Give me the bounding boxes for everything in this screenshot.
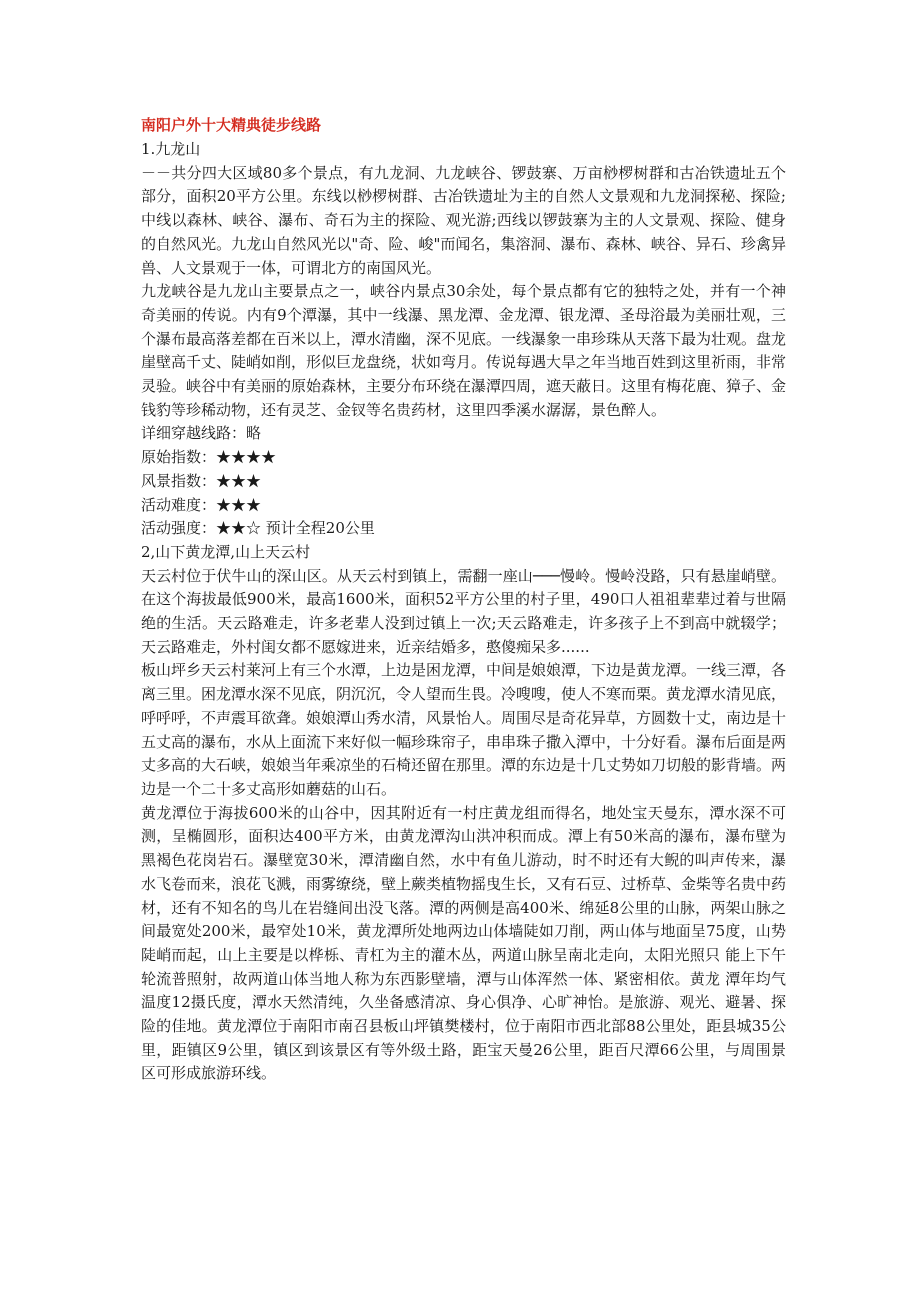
document-title: 南阳户外十大精典徒步线路 bbox=[141, 116, 322, 134]
paragraph: 九龙峡谷是九龙山主要景点之一，峡谷内景点30余处，每个景点都有它的独特之处，并有一个神奇美丽的传说。内有9个潭瀑，其中一线瀑、黑龙潭、金龙潭、银龙潭、圣母浴最为美丽壮观，三个瀑布最高落差都在百米以上，潭水清幽，深不见底。一线瀑象一串珍珠从天落下最为壮观。盘龙崖壁高千丈、陡峭如削，形似巨龙盘绕，状如弯月。传说每遇大旱之年当地百姓到这里祈雨，非常灵验。峡谷中有美丽的原始森林，主要分布环绕在瀑潭四周，遮天蔽日。这里有梅花鹿、獐子、金钱豹等珍稀动物，还有灵芝、金钗等名贵药材，这里四季溪水潺潺，景色醉人。 bbox=[141, 282, 787, 419]
rating-original: 原始指数：★★★★ bbox=[141, 448, 277, 467]
paragraph: 黄龙潭位于海拔600米的山谷中，因其附近有一村庄黄龙组而得名，地处宝天曼东，潭水深不可测，呈椭圆形，面积达400平方米，由黄龙潭沟山洪冲积而成。潭上有50米高的瀑布，瀑布壁为黑褐色花岗岩石。瀑壁宽30米，潭清幽自然，水中有鱼儿游动，时不时还有大鲵的叫声传来，瀑水飞卷而来，浪花飞溅，雨雾缭绕，壁上蕨类植物摇曳生长，又有石豆、过桥草、金柴等名贵中药材，还有不知名的鸟儿在岩缝间出没飞落。潭的两侧是高400米、绵延8公里的山脉，两架山脉之间最宽处200米，最窄处10米，黄龙潭所处地两边山体墙陡如刀削，两山体与地面呈75度，山势陡峭而起，山上主要是以桦栎、青杠为主的灌木丛，两道山脉呈南北走向，太阳光照只 能上下午轮流普照射，故两道山体当地人称为东西影壁墙，潭与山体浑然一体、紧密相依。黄龙 潭年均气温度12摄氏度，潭水天然清纯，久坐备感清凉、身心俱净、心旷神怡。是旅游、观光、避暑、探险的佳地。黄龙潭位于南阳市南召县板山坪镇樊楼村，位于南阳市西北部88公里处，距县城35公里，距镇区9公里，镇区到该景区有等外级土路，距宝天曼26公里，距百尺潭66公里，与周围景区可形成旅游环线。 bbox=[141, 803, 787, 1083]
section-heading-jiulongshan: 1.九龙山 bbox=[141, 140, 201, 158]
rating-difficulty: 活动难度：★★★ bbox=[141, 495, 262, 514]
paragraph: －－共分四大区域80多个景点，有九龙洞、九龙峡谷、锣鼓寨、万亩桫椤树群和古冶铁遗址五个部分，面积20平方公里。东线以桫椤树群、古冶铁遗址为主的自然人文景观和九龙洞探秘、探险;中线以森林、峡谷、瀑布、奇石为主的探险、观光游;西线以锣鼓寨为主的人文景观、探险、健身的自然风光。九龙山自然风光以"奇、险、峻"而闻名，集溶洞、瀑布、森林、峡谷、异石、珍禽异兽、人文景观于一体，可谓北方的南国风光。 bbox=[141, 163, 786, 277]
document-page bbox=[141, 112, 786, 1086]
route-note: 详细穿越线路：略 bbox=[141, 424, 262, 443]
section-heading-huanglongtan: 2,山下黄龙潭,山上天云村 bbox=[141, 542, 311, 561]
rating-intensity: 活动强度：★★☆ 预计全程20公里 bbox=[141, 519, 375, 538]
paragraph: 板山坪乡天云村莱河上有三个水潭，上边是困龙潭，中间是娘娘潭，下边是黄龙潭。一线三潭，各离三里。困龙潭水深不见底，阴沉沉，令人望而生畏。冷嗖嗖，使人不寒而栗。黄龙潭水清见底，呼呼呼，不声震耳欲聋。娘娘潭山秀水清，风景怡人。周围尽是奇花异草，方圆数十丈，南边是十五丈高的瀑布，水从上面流下来好似一幅珍珠帘子，串串珠子撒入潭中，十分好看。瀑布后面是两丈多高的大石峡，娘娘当年乘凉坐的石椅还留在那里。潭的东边是十几丈势如刀切般的影背墙。两边是一个二十多丈高形如蘑菇的山石。 bbox=[141, 661, 787, 798]
rating-scenery: 风景指数：★★★ bbox=[141, 471, 262, 490]
paragraph: 天云村位于伏牛山的深山区。从天云村到镇上，需翻一座山───慢岭。慢岭没路，只有悬崖峭壁。在这个海拔最低900米，最高1600米，面积52平方公里的村子里，490口人祖祖辈辈过着与世隔绝的生活。天云路难走，许多老辈人没到过镇上一次;天云路难走，许多孩子上不到高中就辍学；天云路难走，外村闺女都不愿嫁进来，近亲结婚多，憨傻痴呆多...... bbox=[141, 566, 786, 656]
